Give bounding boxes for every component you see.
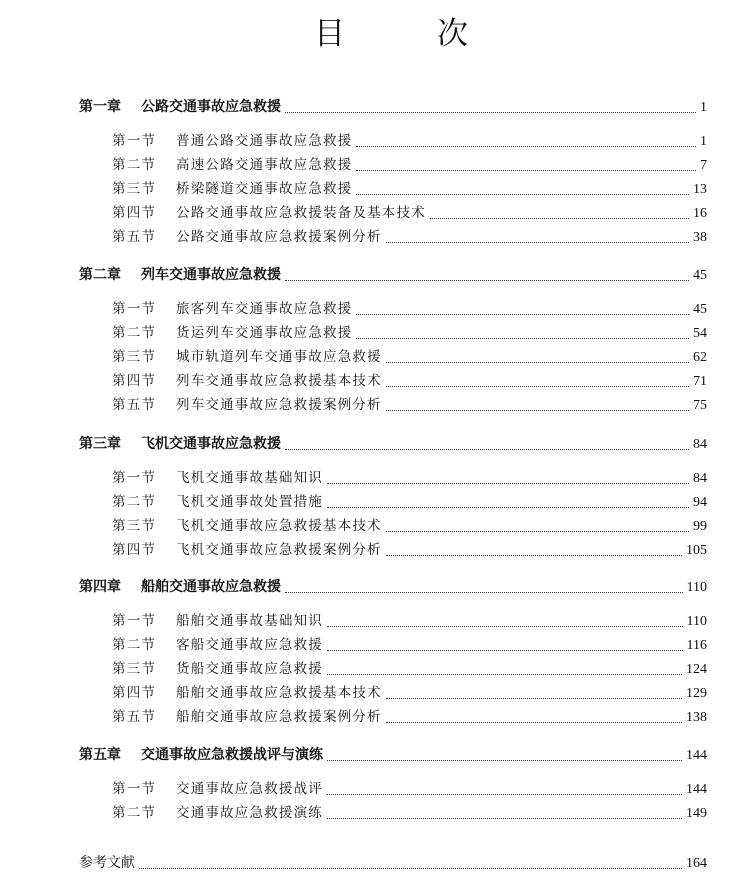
chapter-2-section-2[interactable] [112, 323, 707, 343]
references-leader-dots [139, 868, 682, 869]
chapter-5-section-1-label: 第一节 [112, 781, 157, 797]
chapter-1-section-4-title: 公路交通事故应急救援装备及基本技术 [176, 205, 426, 221]
chapter-3-section-1-label: 第一节 [112, 470, 157, 486]
chapter-5-section-2-title: 交通事故应急救援演练 [176, 805, 323, 821]
chapter-3-page-number: 84 [693, 437, 707, 452]
chapter-4-section-5-label: 第五节 [112, 709, 157, 725]
chapter-1-section-5-page-number: 38 [693, 230, 707, 245]
chapter-1-section-4-page-number: 16 [693, 206, 707, 221]
chapter-1-section-4-label: 第四节 [112, 205, 157, 221]
chapter-4-label: 第四章 [79, 579, 121, 595]
chapter-1-section-3[interactable] [112, 179, 707, 199]
chapter-2-section-1-leader-dots [356, 314, 689, 315]
chapter-3-label: 第三章 [79, 436, 121, 452]
chapter-1-section-2-title: 高速公路交通事故应急救援 [176, 157, 353, 173]
chapter-4-section-3-title: 货船交通事故应急救援 [176, 661, 323, 677]
chapter-2-label: 第二章 [79, 267, 121, 283]
chapter-1-section-3-page-number: 13 [693, 182, 707, 197]
chapter-2-section-5[interactable] [112, 395, 707, 415]
chapter-3-section-1-page-number: 84 [693, 471, 707, 486]
chapter-3-section-3[interactable] [112, 516, 707, 536]
chapter-4-section-1-page-number: 110 [686, 614, 707, 629]
chapter-4-section-4-title: 船舶交通事故应急救援基本技术 [176, 685, 382, 701]
chapter-5-section-1-page-number: 144 [686, 782, 707, 797]
chapter-2-section-4[interactable] [112, 371, 707, 391]
chapter-3-section-3-title: 飞机交通事故应急救援基本技术 [176, 518, 382, 534]
chapter-3[interactable] [79, 434, 707, 454]
chapter-4-section-1-leader-dots [327, 626, 683, 627]
chapter-1-section-3-label: 第三节 [112, 181, 157, 197]
chapter-1-section-5-leader-dots [386, 242, 689, 243]
chapter-3-section-2-title: 飞机交通事故处置措施 [176, 494, 323, 510]
chapter-4-section-3-page-number: 124 [686, 662, 707, 677]
chapter-4-section-3-leader-dots [327, 674, 682, 675]
toc-title [0, 14, 745, 58]
chapter-2-section-4-page-number: 71 [693, 374, 707, 389]
chapter-3-section-1-title: 飞机交通事故基础知识 [176, 470, 323, 486]
chapter-2-section-2-title: 货运列车交通事故应急救援 [176, 325, 353, 341]
references-title: 参考文献 [79, 855, 135, 871]
chapter-2-section-4-title: 列车交通事故应急救援基本技术 [176, 373, 382, 389]
chapter-3-section-3-label: 第三节 [112, 518, 157, 534]
toc-title-char-2: 次 [437, 16, 468, 52]
chapter-2-section-2-page-number: 54 [693, 326, 707, 341]
chapter-3-section-1[interactable] [112, 468, 707, 488]
chapter-3-section-4-page-number: 105 [686, 543, 707, 558]
chapter-1-section-1[interactable] [112, 131, 707, 151]
chapter-4-section-4-label: 第四节 [112, 685, 157, 701]
chapter-3-section-4-title: 飞机交通事故应急救援案例分析 [176, 542, 382, 558]
chapter-4-section-2-label: 第二节 [112, 637, 157, 653]
chapter-4-title: 船舶交通事故应急救援 [141, 579, 281, 595]
chapter-5-section-1-title: 交通事故应急救援战评 [176, 781, 323, 797]
chapter-1-page-number: 1 [700, 100, 707, 115]
chapter-1-section-5-label: 第五节 [112, 229, 157, 245]
chapter-2-section-3-label: 第三节 [112, 349, 157, 365]
chapter-4-section-1-label: 第一节 [112, 613, 157, 629]
chapter-4-section-1[interactable] [112, 611, 707, 631]
chapter-1-section-5-title: 公路交通事故应急救援案例分析 [176, 229, 382, 245]
chapter-1-section-3-title: 桥梁隧道交通事故应急救援 [176, 181, 353, 197]
chapter-2-section-3-page-number: 62 [693, 350, 707, 365]
chapter-3-section-2-leader-dots [327, 507, 689, 508]
chapter-2-section-5-label: 第五节 [112, 397, 157, 413]
chapter-4-section-2-leader-dots [327, 650, 683, 651]
chapter-2-section-3-title: 城市轨道列车交通事故应急救援 [176, 349, 382, 365]
chapter-5-page-number: 144 [686, 748, 707, 763]
chapter-2-section-5-page-number: 75 [693, 398, 707, 413]
chapter-4-section-3-label: 第三节 [112, 661, 157, 677]
chapter-5-section-1[interactable] [112, 779, 707, 799]
chapter-1-section-2-page-number: 7 [700, 158, 707, 173]
chapter-1-section-1-page-number: 1 [700, 134, 707, 149]
chapter-2-section-1-page-number: 45 [693, 302, 707, 317]
chapter-3-section-2-page-number: 94 [693, 495, 707, 510]
chapter-1-section-3-leader-dots [356, 194, 689, 195]
chapter-4-leader-dots [285, 592, 683, 593]
chapter-4-section-2-page-number: 116 [686, 638, 707, 653]
chapter-2-section-4-leader-dots [386, 386, 689, 387]
chapter-2-section-3-leader-dots [386, 362, 689, 363]
chapter-2-section-1[interactable] [112, 299, 707, 319]
chapter-3-section-2-label: 第二节 [112, 494, 157, 510]
chapter-4-section-4[interactable] [112, 683, 707, 703]
chapter-5-section-1-leader-dots [327, 794, 682, 795]
chapter-2-section-1-title: 旅客列车交通事故应急救援 [176, 301, 353, 317]
chapter-5-section-2-page-number: 149 [686, 806, 707, 821]
chapter-1-title: 公路交通事故应急救援 [141, 99, 281, 115]
references-page-number: 164 [686, 856, 707, 871]
chapter-2-leader-dots [285, 280, 689, 281]
chapter-4-section-5-leader-dots [386, 722, 682, 723]
chapter-4-section-5[interactable] [112, 707, 707, 727]
chapter-2-section-2-leader-dots [356, 338, 689, 339]
chapter-5-section-2-label: 第二节 [112, 805, 157, 821]
chapter-4-section-5-title: 船舶交通事故应急救援案例分析 [176, 709, 382, 725]
chapter-5-leader-dots [327, 760, 682, 761]
chapter-5[interactable] [79, 745, 707, 765]
chapter-4-section-4-leader-dots [386, 698, 682, 699]
chapter-1-section-2-leader-dots [356, 170, 696, 171]
chapter-1-section-4-leader-dots [430, 218, 689, 219]
chapter-4-section-5-page-number: 138 [686, 710, 707, 725]
chapter-5-section-2[interactable] [112, 803, 707, 823]
references[interactable] [79, 853, 707, 873]
chapter-3-section-3-leader-dots [386, 531, 689, 532]
toc-title-char-1: 目 [314, 16, 345, 52]
chapter-3-leader-dots [285, 449, 689, 450]
chapter-4[interactable] [79, 577, 707, 597]
chapter-2-section-5-leader-dots [386, 410, 689, 411]
chapter-2-page-number: 45 [693, 268, 707, 283]
chapter-4-section-2-title: 客船交通事故应急救援 [176, 637, 323, 653]
chapter-1[interactable] [79, 97, 707, 117]
chapter-2-section-1-label: 第一节 [112, 301, 157, 317]
chapter-2[interactable] [79, 265, 707, 285]
chapter-2-title: 列车交通事故应急救援 [141, 267, 281, 283]
chapter-3-section-1-leader-dots [327, 483, 689, 484]
chapter-4-page-number: 110 [686, 580, 707, 595]
chapter-2-section-3[interactable] [112, 347, 707, 367]
chapter-4-section-2[interactable] [112, 635, 707, 655]
chapter-5-title: 交通事故应急救援战评与演练 [141, 747, 323, 763]
chapter-2-section-5-title: 列车交通事故应急救援案例分析 [176, 397, 382, 413]
chapter-2-section-2-label: 第二节 [112, 325, 157, 341]
chapter-4-section-1-title: 船舶交通事故基础知识 [176, 613, 323, 629]
chapter-1-section-2[interactable] [112, 155, 707, 175]
chapter-1-section-1-label: 第一节 [112, 133, 157, 149]
chapter-2-section-4-label: 第四节 [112, 373, 157, 389]
chapter-1-section-2-label: 第二节 [112, 157, 157, 173]
chapter-1-label: 第一章 [79, 99, 121, 115]
chapter-3-section-4[interactable] [112, 540, 707, 560]
chapter-1-leader-dots [285, 112, 696, 113]
chapter-3-title: 飞机交通事故应急救援 [141, 436, 281, 452]
chapter-1-section-4[interactable] [112, 203, 707, 223]
chapter-1-section-1-leader-dots [356, 146, 696, 147]
chapter-3-section-3-page-number: 99 [693, 519, 707, 534]
chapter-3-section-4-leader-dots [386, 555, 682, 556]
chapter-5-section-2-leader-dots [327, 818, 682, 819]
chapter-4-section-4-page-number: 129 [686, 686, 707, 701]
chapter-1-section-5[interactable] [112, 227, 707, 247]
chapter-4-section-3[interactable] [112, 659, 707, 679]
chapter-3-section-2[interactable] [112, 492, 707, 512]
chapter-5-label: 第五章 [79, 747, 121, 763]
chapter-1-section-1-title: 普通公路交通事故应急救援 [176, 133, 353, 149]
chapter-3-section-4-label: 第四节 [112, 542, 157, 558]
